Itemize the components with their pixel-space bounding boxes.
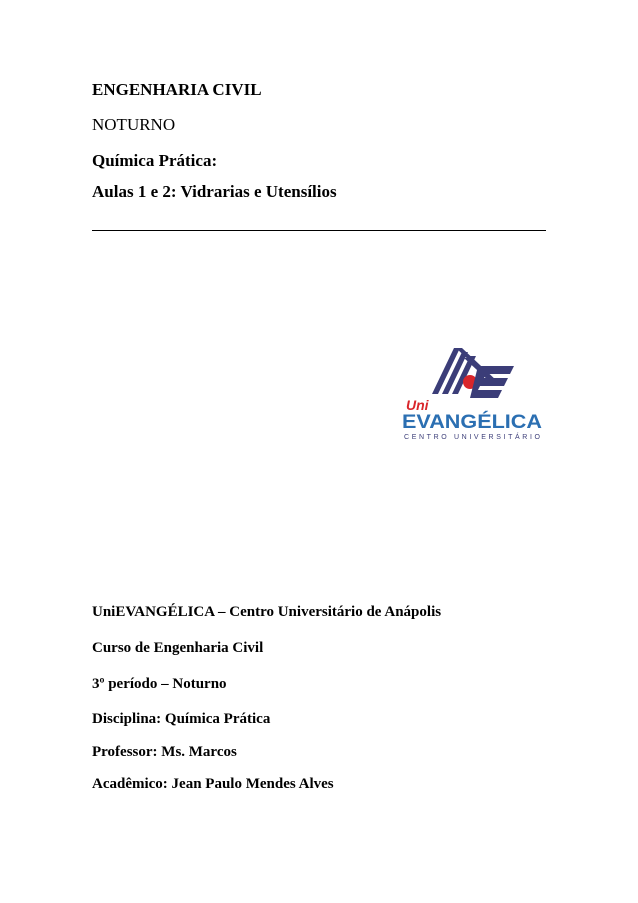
subject-title: Química Prática: xyxy=(92,151,218,170)
lesson-title: Aulas 1 e 2: Vidrarias e Utensílios xyxy=(92,182,337,201)
discipline-label: Disciplina: Química Prática xyxy=(92,711,271,727)
shift-label: NOTURNO xyxy=(92,115,176,134)
course-name: Curso de Engenharia Civil xyxy=(92,640,264,656)
logo-brand-prefix: Uni xyxy=(406,397,429,413)
separator-line xyxy=(92,230,546,231)
period-label: 3º período – Noturno xyxy=(92,676,227,692)
student-label: Acadêmico: Jean Paulo Mendes Alves xyxy=(92,776,334,792)
logo-brand-tagline: CENTRO UNIVERSITÁRIO xyxy=(404,434,540,441)
course-title: ENGENHARIA CIVIL xyxy=(92,80,262,99)
logo-brand-name: EVANGÉLICA xyxy=(402,412,526,433)
unievangelica-logo xyxy=(398,338,546,444)
institution-name: UniEVANGÉLICA – Centro Universitário de Anápolis xyxy=(92,604,442,620)
professor-label: Professor: Ms. Marcos xyxy=(92,744,237,760)
